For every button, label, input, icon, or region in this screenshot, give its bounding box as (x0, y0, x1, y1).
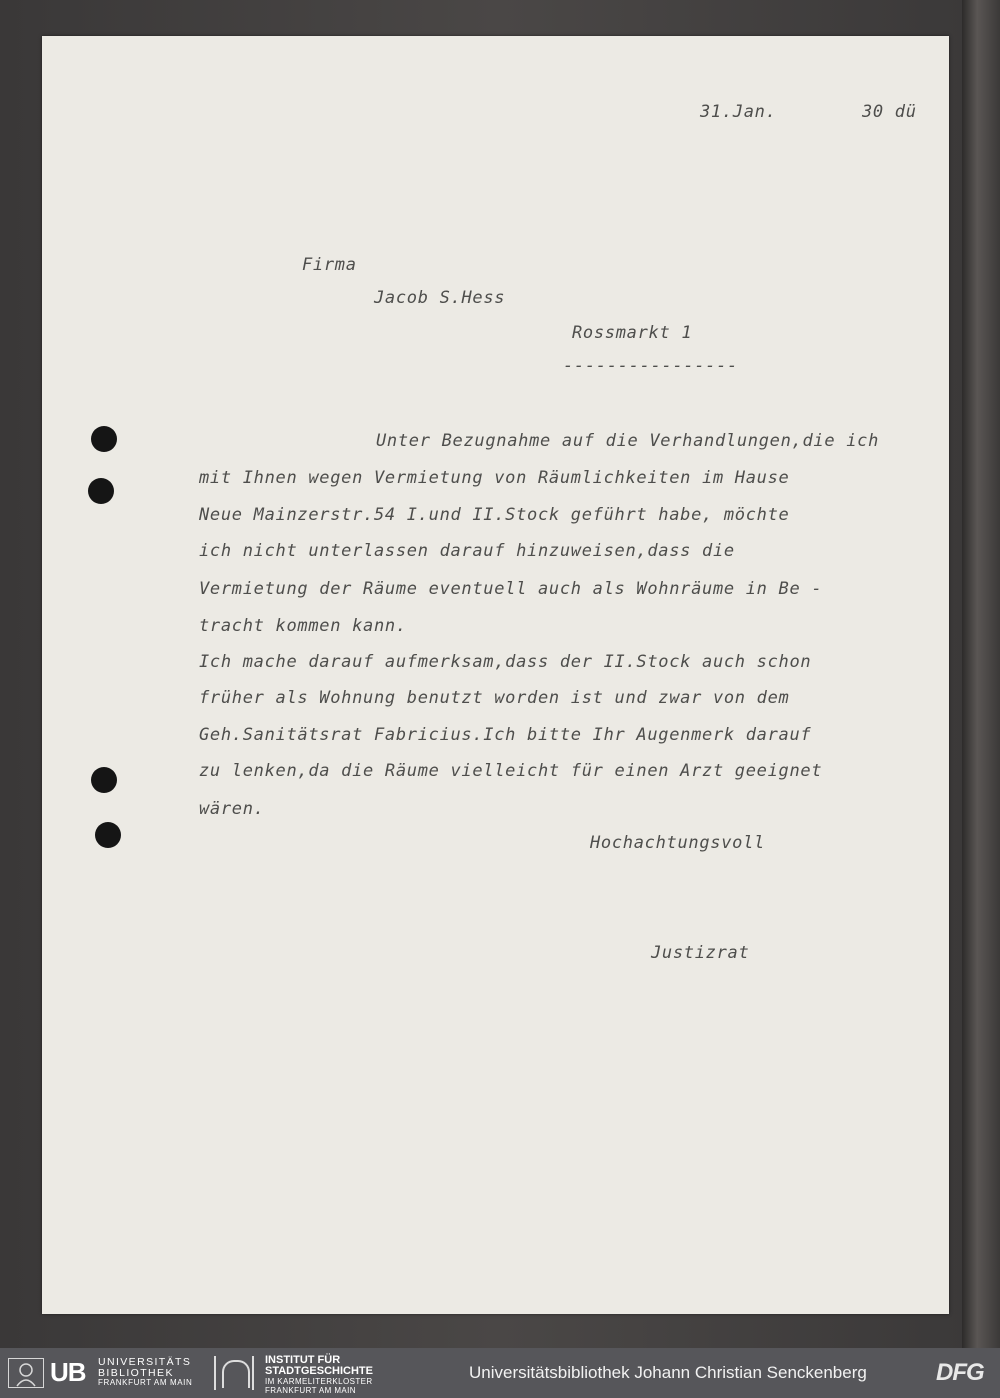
body-line: Ich mache darauf aufmerksam,dass der II.Stock auch schon (199, 652, 812, 672)
address-underline: ---------------- (563, 356, 738, 376)
letter-closing: Hochachtungsvoll (590, 833, 765, 853)
body-line: früher als Wohnung benutzt worden ist und zwar von dem (199, 688, 790, 708)
punch-hole (95, 822, 121, 848)
ub-line1: UNIVERSITÄTS (98, 1356, 192, 1368)
recipient-address: Rossmarkt 1 (572, 323, 693, 343)
body-line: ich nicht unterlassen darauf hinzuweisen,dass die (199, 541, 735, 561)
ub-line3: FRANKFURT AM MAIN (98, 1378, 193, 1387)
body-line: Neue Mainzerstr.54 I.und II.Stock geführt habe, möchte (199, 505, 790, 525)
letter-page (42, 36, 949, 1314)
body-line: wären. (199, 799, 265, 819)
letter-date: 31.Jan. (700, 102, 777, 122)
body-line: Vermietung der Räume eventuell auch als Wohnräume in Be - (199, 579, 823, 599)
letter-reference: 30 dü (862, 102, 917, 122)
ub-line2: BIBLIOTHEK (98, 1366, 174, 1379)
recipient-firm-label: Firma (302, 255, 357, 275)
library-name: Universitätsbibliothek Johann Christian Senckenberg (469, 1363, 867, 1382)
dfg-logo: DFG (936, 1359, 984, 1386)
institute-emblem-icon (214, 1356, 254, 1390)
body-line: tracht kommen kann. (199, 616, 407, 636)
punch-hole (88, 478, 114, 504)
institute-line2: STADTGESCHICHTE (265, 1365, 373, 1377)
body-line: Unter Bezugnahme auf die Verhandlungen,die ich (376, 431, 880, 451)
university-seal-icon (8, 1358, 44, 1388)
ub-wordmark (98, 1357, 192, 1389)
institute-wordmark (265, 1355, 373, 1395)
footer-bar (0, 1348, 1000, 1398)
punch-hole (91, 767, 117, 793)
institute-line3: IM KARMELITERKLOSTER (265, 1377, 373, 1386)
recipient-name: Jacob S.Hess (374, 288, 506, 308)
punch-hole (91, 426, 117, 452)
ub-logo: UB (50, 1357, 86, 1387)
institute-line4: FRANKFURT AM MAIN (265, 1386, 356, 1395)
body-line: Geh.Sanitätsrat Fabricius.Ich bitte Ihr Augenmerk darauf (199, 725, 812, 745)
body-line: zu lenken,da die Räume vielleicht für einen Arzt geeignet (199, 761, 823, 781)
body-line: mit Ihnen wegen Vermietung von Räumlichkeiten im Hause (199, 468, 790, 488)
page-edge (962, 0, 1000, 1348)
signature-title: Justizrat (651, 943, 750, 963)
institute-line1: INSTITUT FÜR (265, 1354, 341, 1366)
